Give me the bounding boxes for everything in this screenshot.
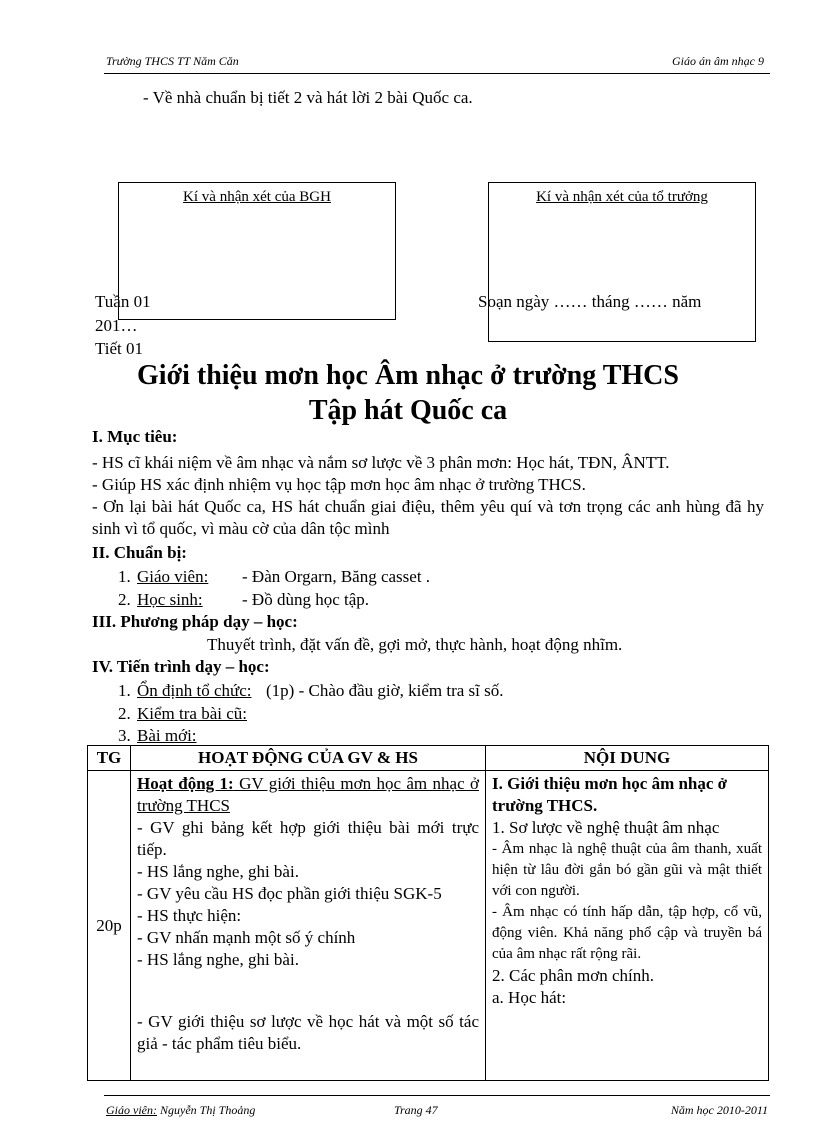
activity-cell: [131, 771, 486, 1081]
content-subheading-3: a. Học hát:: [492, 988, 567, 1007]
subject-title: Giáo án âm nhạc 9: [672, 54, 764, 68]
prep-number-1: 1.: [118, 567, 131, 586]
school-name: Trường THCS TT Năm Căn: [106, 54, 239, 68]
sign-box-bgh: [118, 182, 396, 320]
process-number-1: 1.: [118, 681, 131, 700]
homework-note: - Về nhà chuẩn bị tiết 2 và hát lời 2 bài Quốc ca.: [143, 88, 473, 107]
section-objectives-heading: I. Mục tiêu:: [92, 427, 178, 446]
week-label: Tuần 01: [95, 292, 151, 311]
year-label: 201…: [95, 316, 138, 335]
process-step-2-label: Kiểm tra bài cũ:: [137, 704, 247, 723]
lesson-title: Giới thiệu mơn học Âm nhạc ở trường THCS: [137, 360, 679, 391]
activity-label: Hoạt động 1:: [137, 774, 234, 793]
content-paragraph-2: - Âm nhạc có tính hấp dẫn, tập hợp, cổ vũ, động viên. Khả năng phổ cập và truyền bá của âm nhạc rất rộng rãi.: [492, 904, 762, 962]
activity-title-text: GV giới thiệu mơn học âm nhạc ở trường THCS: [137, 774, 479, 815]
prep-teacher-label: Giáo viên:: [137, 567, 209, 586]
prep-student-label: Học sinh:: [137, 590, 203, 609]
activity-item-6: - HS lắng nghe, ghi bài.: [137, 950, 299, 969]
process-step-1-label: Ổn định tổ chức:: [137, 681, 252, 700]
prep-number-2: 2.: [118, 590, 131, 609]
header-time: TG: [88, 746, 131, 771]
objective-3: - Ơn lại bài hát Quốc ca, HS hát chuẩn giai điệu, thêm yêu quí và tơn trọng các anh hùng đã hy sinh vì tổ quốc, vì màu cờ của dân tộc mình: [92, 497, 764, 538]
footer-rule: [104, 1095, 770, 1096]
activity-item-last: - GV giới thiệu sơ lược về học hát và một số tác giả - tác phẩm tiêu biểu.: [137, 1012, 479, 1053]
prep-student-text: - Đồ dùng học tập.: [242, 590, 370, 609]
method-text: Thuyết trình, đặt vấn đề, gợi mở, thực hành, hoạt động nhĩm.: [207, 635, 623, 654]
lesson-subtitle: Tập hát Quốc ca: [308, 395, 508, 426]
activity-item-2: - HS lắng nghe, ghi bài.: [137, 862, 299, 881]
header-activity: HOẠT ĐỘNG CỦA GV & HS: [131, 746, 486, 771]
objective-1: - HS cĩ khái niệm về âm nhạc và nắm sơ lược về 3 phân mơn: Học hát, TĐN, ÂNTT.: [92, 453, 670, 472]
content-cell: [486, 771, 769, 1081]
content-subheading-2: 2. Các phân mơn chính.: [492, 966, 654, 985]
process-step-3-label: Bài mới:: [137, 726, 197, 745]
prepared-date: Soạn ngày …… tháng …… năm: [478, 292, 702, 311]
header-rule: [104, 73, 770, 74]
period-label: Tiết 01: [95, 339, 144, 358]
time-cell: 20p: [88, 771, 131, 1081]
activity-item-1: - GV ghi bảng kết hợp giới thiệu bài mới trực tiếp.: [137, 818, 479, 859]
content-subheading-1: 1. Sơ lược về nghệ thuật âm nhạc: [492, 818, 720, 837]
lesson-table: [87, 745, 769, 1081]
header-content: NỘI DUNG: [486, 746, 769, 771]
process-step-1-text: (1p) - Chào đầu giờ, kiểm tra sĩ số.: [266, 681, 504, 700]
sign-box-leader: [488, 182, 756, 342]
footer-page: Trang 47: [394, 1103, 438, 1117]
footer-teacher-name: Nguyễn Thị Thoảng: [156, 1103, 256, 1117]
objective-2: - Giúp HS xác định nhiệm vụ học tập mơn học âm nhạc ở trường THCS.: [92, 475, 586, 494]
activity-title: [137, 773, 479, 817]
process-number-3: 3.: [118, 726, 131, 745]
activity-item-5: - GV nhấn mạnh một số ý chính: [137, 928, 356, 947]
activity-item-4: - HS thực hiện:: [137, 906, 242, 925]
activity-item-3: - GV yêu cầu HS đọc phần giới thiệu SGK-5: [137, 884, 442, 903]
process-number-2: 2.: [118, 704, 131, 723]
table-row: [88, 771, 769, 1081]
sign-box-bgh-title: Kí và nhận xét của BGH: [183, 189, 331, 205]
prep-teacher-text: - Đàn Orgarn, Băng casset .: [242, 567, 431, 586]
content-paragraph-1: - Âm nhạc là nghệ thuật của âm thanh, xuất hiện từ lâu đời gắn bó gần gũi và mật thiết với con người.: [492, 841, 762, 899]
section-process-heading: IV. Tiến trình dạy – học:: [92, 657, 270, 676]
sign-box-leader-title: Kí và nhận xét của tổ trưởng: [536, 189, 708, 205]
table-header-row: [88, 746, 769, 771]
section-method-heading: III. Phương pháp dạy – học:: [92, 612, 298, 631]
footer-teacher-label: Giáo viên:: [106, 1103, 157, 1117]
section-prep-heading: II. Chuẩn bị:: [92, 543, 187, 562]
content-heading: I. Giới thiệu mơn học âm nhạc ở trường THCS.: [492, 774, 728, 815]
footer-teacher: [106, 1103, 255, 1118]
footer-year: Năm học 2010-2011: [670, 1103, 768, 1117]
